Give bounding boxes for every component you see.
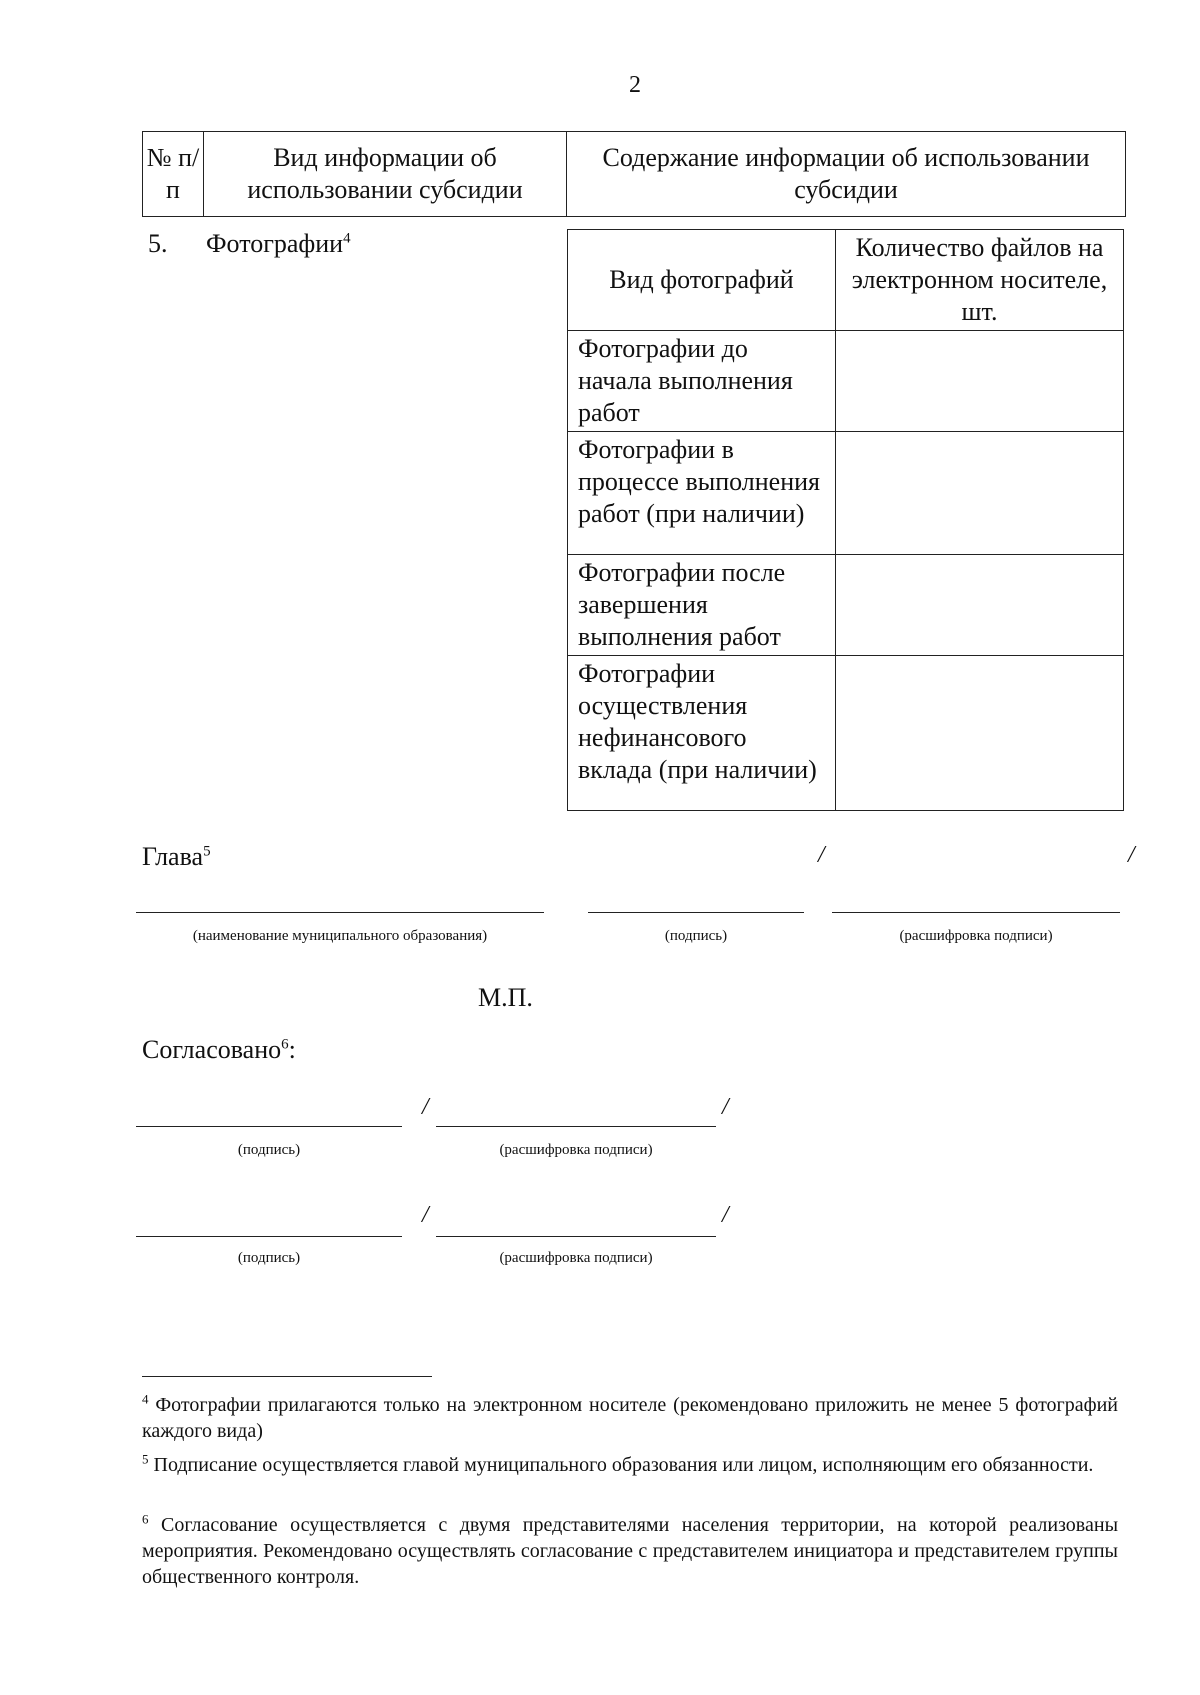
file-count-cell[interactable]: [836, 555, 1124, 656]
file-count-cell[interactable]: [836, 432, 1124, 555]
header-col-number: № п/п: [143, 132, 204, 216]
photo-type-header: Вид фотографий: [568, 230, 836, 331]
footnote-4-num: 4: [142, 1391, 149, 1407]
glava-sign-caption: (подпись): [664, 928, 728, 944]
footnote-5-text: Подписание осуществляется главой муниципального образования или лицом, исполняющим его обязанности.: [153, 1454, 1094, 1476]
approval-1-sign-line[interactable]: [136, 1126, 402, 1127]
photo-type-cell: Фотографии в процессе выполнения работ (при наличии): [568, 432, 836, 555]
approval-1-slash-1: /: [422, 1094, 429, 1120]
photo-table: [567, 229, 1124, 811]
soglasovano-label: [142, 1035, 296, 1065]
footnote-ref-6: 6: [281, 1036, 289, 1053]
approval-1-decode-line[interactable]: [436, 1126, 716, 1127]
footnote-6-num: 6: [142, 1511, 149, 1527]
approval-2-sign-caption: (подпись): [237, 1250, 301, 1266]
approval-1-slash-2: /: [722, 1094, 729, 1120]
glava-decode-line[interactable]: [832, 912, 1120, 913]
approval-2-slash-2: /: [722, 1202, 729, 1228]
photo-type-cell: Фотографии до начала выполнения работ: [568, 331, 836, 432]
photo-table-header: [568, 230, 1124, 331]
footnote-separator: [142, 1376, 432, 1377]
photo-type-cell: Фотографии после завершения выполнения работ: [568, 555, 836, 656]
row-label-text: Фотографии: [206, 229, 344, 258]
file-count-cell[interactable]: [836, 331, 1124, 432]
footnote-6-text: Согласование осуществляется с двумя представителями населения территории, на которой реализованы мероприятия. Рекомендовано осуществлять согласование с представителем инициатора и представителем группы общественного контроля.: [142, 1514, 1119, 1588]
glava-decode-caption: (расшифровка подписи): [899, 928, 1053, 944]
glava-slash-1: /: [818, 842, 825, 868]
file-count-cell[interactable]: [836, 656, 1124, 811]
soglasovano-colon: :: [288, 1035, 296, 1064]
glava-name-caption: (наименование муниципального образования): [192, 928, 488, 944]
row-label: [206, 229, 351, 259]
glava-name-line[interactable]: [136, 912, 544, 913]
row-number: 5.: [148, 229, 168, 258]
approval-1-sign-caption: (подпись): [237, 1142, 301, 1158]
glava-slash-2: /: [1128, 842, 1135, 868]
table-row: [568, 331, 1124, 432]
soglasovano-text: Согласовано: [142, 1035, 282, 1064]
header-col-info-type: Вид информации об использовании субсидии: [204, 132, 567, 216]
table-row: [568, 656, 1124, 811]
approval-2-slash-1: /: [422, 1202, 429, 1228]
stamp-place: М.П.: [478, 983, 533, 1012]
footnote-5-num: 5: [142, 1451, 149, 1467]
table-row: [568, 555, 1124, 656]
table-row: [568, 432, 1124, 555]
page-number: 2: [629, 72, 641, 98]
approval-2-decode-line[interactable]: [436, 1236, 716, 1237]
footnote-5: [142, 1452, 1118, 1478]
header-table: [142, 131, 1126, 217]
glava-label: [142, 842, 211, 872]
glava-text: Глава: [142, 842, 204, 871]
photo-type-cell: Фотографии осуществления нефинансового вклада (при наличии): [568, 656, 836, 811]
approval-1-decode-caption: (расшифровка подписи): [499, 1142, 653, 1158]
footnote-6: [142, 1512, 1118, 1590]
approval-2-decode-caption: (расшифровка подписи): [499, 1250, 653, 1266]
footnote-4-text: Фотографии прилагаются только на электронном носителе (рекомендовано приложить не менее 5 фотографий каждого вида): [142, 1394, 1118, 1442]
glava-sign-line[interactable]: [588, 912, 804, 913]
header-col-info-content: Содержание информации об использовании субсидии: [602, 143, 1090, 204]
approval-2-sign-line[interactable]: [136, 1236, 402, 1237]
footnote-ref-4: 4: [343, 230, 351, 247]
file-count-header: Количество файлов на электронном носителе, шт.: [836, 230, 1124, 331]
footnote-4: [142, 1392, 1118, 1444]
footnote-ref-5: 5: [203, 843, 211, 860]
